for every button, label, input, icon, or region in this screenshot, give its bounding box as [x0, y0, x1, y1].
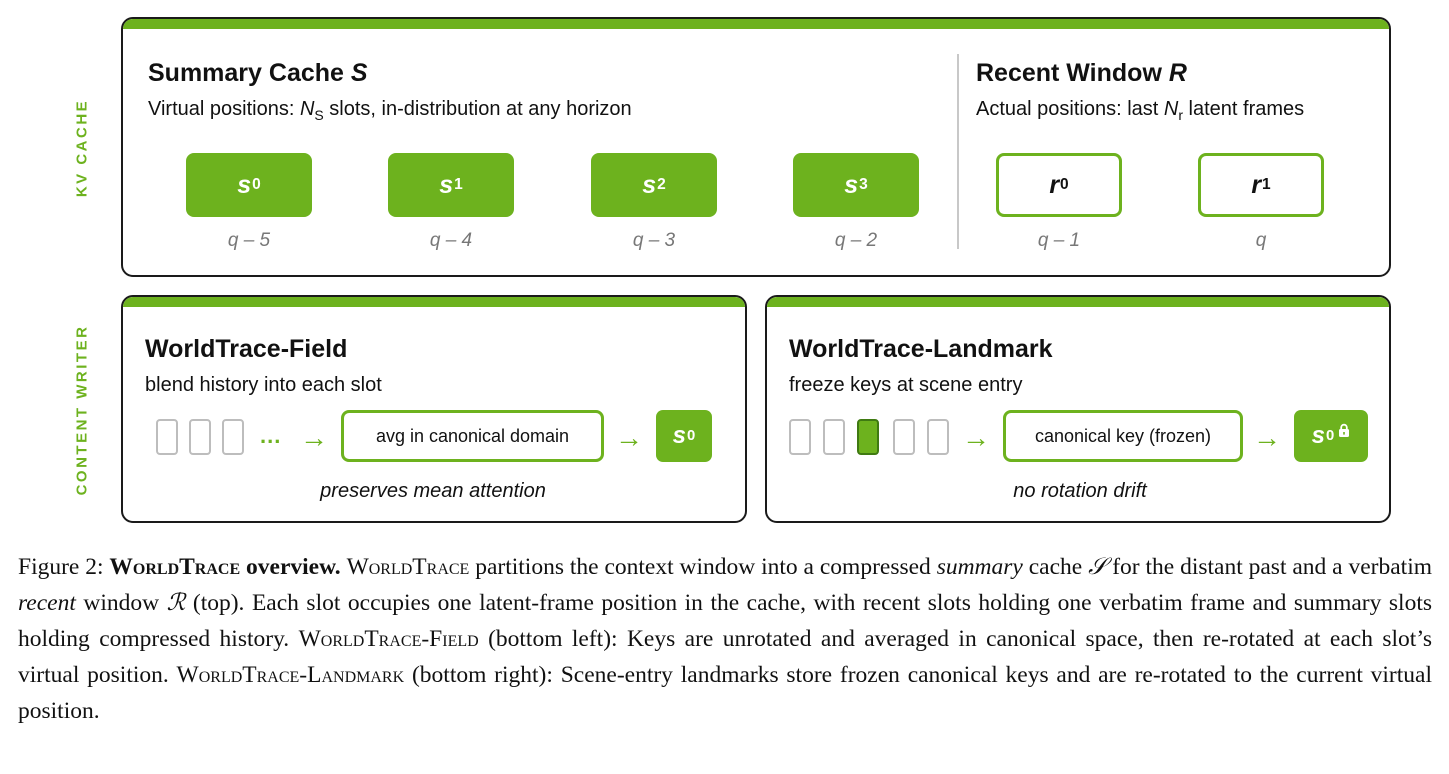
landmark-subtitle: freeze keys at scene entry	[789, 374, 1023, 396]
landmark-title: WorldTrace-Landmark	[789, 335, 1053, 363]
recent-window-subtitle: Actual positions: last $N_r$ latent frames	[976, 98, 1305, 123]
history-frame	[893, 419, 915, 455]
history-frame	[156, 419, 178, 455]
history-frame	[789, 419, 811, 455]
history-frame	[189, 419, 211, 455]
summary-slot-s3: s 3	[793, 153, 919, 217]
arrow-icon: →	[1253, 422, 1281, 453]
slot-position-label: q – 4	[429, 230, 473, 251]
summary-cache-subtitle: Virtual positions: $N_S$ slots, in-distribution at any horizon	[148, 98, 632, 123]
landmark-frame	[857, 419, 879, 455]
field-subtitle: blend history into each slot	[145, 374, 382, 396]
slot-position-label: q – 3	[632, 230, 676, 251]
lock-icon	[1338, 423, 1350, 437]
arrow-icon: →	[962, 422, 990, 453]
history-frame	[823, 419, 845, 455]
recent-slot-r0: r 0	[996, 153, 1122, 217]
kv-cache-panel	[121, 17, 1391, 277]
figure-caption: Figure 2: WorldTrace overview. WorldTrace partitions the context window into a compressed summary cache 𝒮 for the distant past and a verbatim recent window ℛ (top). Each slot occupies one latent-frame position in the cache, with recent slots holding one verbatim frame and summary slots holding compressed history. WorldTrace-Field (bottom left): Keys are unrotated and averaged in canonical space, then re-rotated at each slot’s virtual position. WorldTrace-Landmark (bottom right): Scene-entry landmarks store frozen canonical keys and are re-rotated to the current virtual position.	[18, 554, 1433, 724]
panel-accent-bar	[123, 19, 1389, 29]
slot-position-label: q – 2	[834, 230, 878, 251]
field-title: WorldTrace-Field	[145, 335, 348, 363]
landmark-note: no rotation drift	[1013, 480, 1147, 502]
kv-cache-label: KV CACHE	[73, 98, 91, 198]
summary-slot-s2: s 2	[591, 153, 717, 217]
canonical-key-box: canonical key (frozen)	[1003, 410, 1243, 462]
slot-position-label: q – 1	[1037, 230, 1081, 251]
recent-slot-r1: r 1	[1198, 153, 1324, 217]
cache-divider	[957, 54, 959, 249]
recent-window-title: Recent Window R	[976, 59, 1187, 87]
panel-accent-bar	[123, 297, 745, 307]
history-frame	[222, 419, 244, 455]
arrow-icon: →	[615, 422, 643, 453]
slot-position-label: q	[1255, 230, 1267, 251]
field-output-slot: s 0	[656, 410, 712, 462]
panel-accent-bar	[767, 297, 1389, 307]
summary-slot-s0: s 0	[186, 153, 312, 217]
arrow-icon: →	[300, 422, 328, 453]
history-frame	[927, 419, 949, 455]
content-writer-label: CONTENT WRITER	[73, 324, 91, 496]
avg-canonical-box: avg in canonical domain	[341, 410, 604, 462]
landmark-output-slot: s 0	[1294, 410, 1368, 462]
field-note: preserves mean attention	[320, 480, 546, 502]
slot-position-label: q – 5	[227, 230, 271, 251]
worldtrace-landmark-panel	[765, 295, 1391, 523]
ellipsis: ...	[260, 423, 282, 448]
summary-cache-title: Summary Cache S	[148, 59, 368, 87]
summary-slot-s1: s 1	[388, 153, 514, 217]
worldtrace-field-panel	[121, 295, 747, 523]
